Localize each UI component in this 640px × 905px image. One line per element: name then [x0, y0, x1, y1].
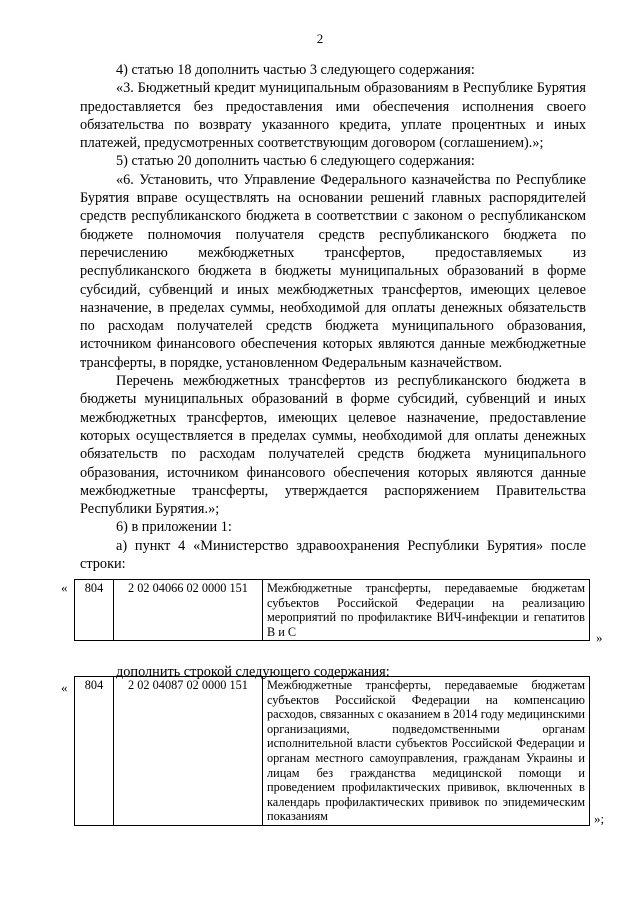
page-number: 2 [316, 31, 324, 46]
paragraph-transfers-list: Перечень межбюджетных трансфертов из республиканского бюджета в бюджеты муниципальных образований в форме субсидий, субвенций и иных межбюджетных трансфертов, имеющих целевое назначение, предоставление которых осуществляется в пределах суммы, необходимой для оплаты денежных обязательств по расходам получателей средств бюджета муниципального образования, источником финансового обеспечения которых являются данные межбюджетные трансферты, утверждается распоряжением Правительства Республики Бурятия.»; [80, 373, 586, 518]
document-body [80, 61, 586, 573]
table2-kbk-cell: 2 02 04087 02 0000 151 [114, 677, 263, 826]
paragraph-item-4: 4) статью 18 дополнить частью 3 следующего содержания: [116, 62, 475, 78]
table2-code-cell: 804 [75, 677, 114, 826]
table1-code-cell: 804 [75, 580, 114, 641]
table1-kbk-cell: 2 02 04066 02 0000 151 [114, 580, 263, 641]
add-row-instruction: дополнить строкой следующего содержания: [116, 664, 390, 680]
table1-close-quote: » [596, 630, 603, 645]
table1-description-cell: Межбюджетные трансферты, передаваемые бюджетам субъектов Российской Федерации на реализацию мероприятий по профилактике ВИЧ-инфекции и гепатитов B и C [263, 580, 590, 641]
table2-close-quote: »; [594, 811, 605, 826]
table-row [75, 580, 590, 641]
paragraph-article-20-part-6: «6. Установить, что Управление Федерального казначейства по Республике Бурятия вправе осуществлять на основании решений главных распорядителей средств республиканского бюджета в соответствии с законом о республиканском бюджете полномочия получателя средств республиканского бюджета по перечислению межбюджетных трансфертов, предоставляемых из республиканского бюджета в бюджеты муниципальных образований в форме субсидий, субвенций и иных межбюджетных трансфертов, имеющих целевое назначение, в пределах суммы, необходимой для оплаты денежных обязательств по расходам получателей средств бюджета муниципального образования, источником финансового обеспечения которых являются данные межбюджетные трансферты, в порядке, установленном Федеральным казначейством. [80, 171, 586, 371]
paragraph-item-5: 5) статью 20 дополнить частью 6 следующего содержания: [116, 153, 475, 170]
paragraph-item-6: 6) в приложении 1: [116, 519, 232, 536]
table2-open-quote: « [61, 680, 68, 695]
paragraph-item-6a: а) пункт 4 «Министерство здравоохранения Республики Бурятия» после строки: [80, 537, 586, 573]
table1-open-quote: « [61, 580, 68, 595]
budget-table-2 [74, 676, 590, 826]
table2-description-cell: Межбюджетные трансферты, передаваемые бюджетам субъектов Российской Федерации на компенсацию расходов, связанных с оказанием в 2014 году медицинскими организациями, подведомственными органам исполнительной власти субъектов Российской Федерации и органам местного самоуправления, гражданам Украины и лицам без гражданства медицинской помощи и проведением профилактических прививок, включенных в календарь профилактических прививок по эпидемическим показаниям [263, 677, 590, 826]
table-row [75, 677, 590, 826]
paragraph-article-18-part-3: «3. Бюджетный кредит муниципальным образованиям в Республике Бурятия предоставляется без предоставления ими обеспечения исполнения своего обязательства по возврату указанного кредита, уплате процентных и иных платежей, предусмотренных соответствующим договором (соглашением).»; [80, 80, 586, 152]
budget-table-1 [74, 579, 590, 641]
